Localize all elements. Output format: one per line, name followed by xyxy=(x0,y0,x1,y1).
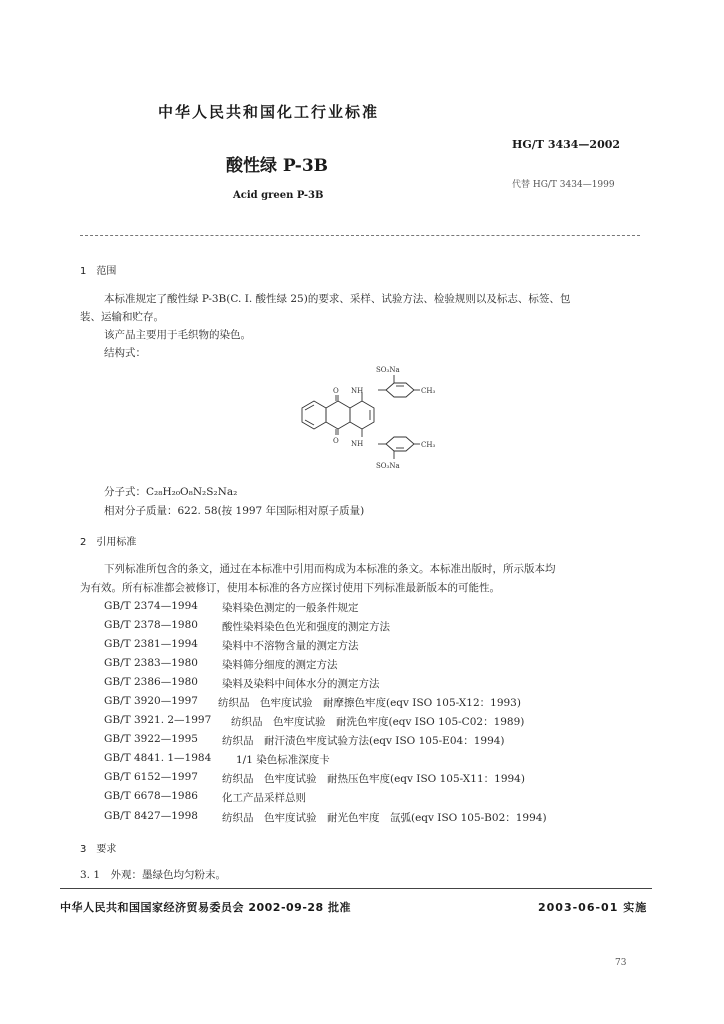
ref-title: 纺织品 色牢度试验 耐洗色牢度(eqv ISO 105-C02：1989) xyxy=(231,716,525,728)
section-1-para-1-line-2: 装、运输和贮存。 xyxy=(80,311,164,323)
ref-title: 1/1 染色标准深度卡 xyxy=(236,754,330,766)
ref-code: GB/T 6152—1997 xyxy=(104,771,198,783)
ref-code: GB/T 6678—1986 xyxy=(104,790,198,802)
molecular-weight: 相对分子质量：622. 58(按 1997 年国际相对原子质量) xyxy=(104,505,365,517)
section-1-para-2: 该产品主要用于毛织物的染色。 xyxy=(104,329,251,341)
ref-code: GB/T 4841. 1—1984 xyxy=(104,752,212,764)
structure-label: 结构式： xyxy=(104,347,146,359)
ref-code: GB/T 2386—1980 xyxy=(104,676,198,688)
section-2-heading: 2 引用标准 xyxy=(80,537,137,548)
ref-title: 染料及染料中间体水分的测定方法 xyxy=(222,678,380,690)
ref-code: GB/T 3920—1997 xyxy=(104,695,198,707)
effective-date: 2003-06-01 实施 xyxy=(538,901,648,914)
molecular-formula xyxy=(104,484,237,499)
issuer-approval: 中华人民共和国国家经济贸易委员会 2002-09-28 批准 xyxy=(60,901,352,914)
carbonyl-o-bottom: O xyxy=(333,437,339,445)
footer-divider xyxy=(60,888,652,889)
ref-title: 酸性染料染色色光和强度的测定方法 xyxy=(222,621,390,633)
nh-bottom-label: NH xyxy=(351,440,364,448)
ref-code: GB/T 3922—1995 xyxy=(104,733,198,745)
ref-title: 纺织品 色牢度试验 耐摩擦色牢度(eqv ISO 105-X12：1993) xyxy=(218,697,521,709)
ref-code: GB/T 2378—1980 xyxy=(104,619,198,631)
ref-title: 纺织品 色牢度试验 耐热压色牢度(eqv ISO 105-X11：1994) xyxy=(222,773,525,785)
standard-number: HG/T 3434—2002 xyxy=(512,138,621,151)
document-title-en: Acid green P-3B xyxy=(233,190,324,201)
ref-title: 染料中不溶物含量的测定方法 xyxy=(222,640,359,652)
so3na-bottom-label: SO₃Na xyxy=(376,462,400,470)
ref-code: GB/T 8427—1998 xyxy=(104,810,198,822)
section-3-heading: 3 要求 xyxy=(80,844,117,855)
item-3-1: 3. 1 外观：墨绿色均匀粉末。 xyxy=(80,869,227,881)
standard-category-title: 中华人民共和国化工行业标准 xyxy=(158,103,380,121)
ch3-bottom-label: CH₃ xyxy=(421,441,436,449)
document-title-cn: 酸性绿 P-3B xyxy=(226,156,329,176)
ref-title: 纺织品 色牢度试验 耐光色牢度 氙弧(eqv ISO 105-B02：1994) xyxy=(222,812,547,824)
structural-formula xyxy=(290,362,440,482)
ch3-top-label: CH₃ xyxy=(421,387,436,395)
page-number: 73 xyxy=(615,958,627,968)
ref-code: GB/T 3921. 2—1997 xyxy=(104,714,212,726)
ref-code: GB/T 2383—1980 xyxy=(104,657,198,669)
header-divider xyxy=(80,235,640,236)
ref-title: 染料筛分细度的测定方法 xyxy=(222,659,338,671)
ref-title: 化工产品采样总则 xyxy=(222,792,306,804)
section-2-para-line-2: 为有效。所有标准都会被修订，使用本标准的各方应探讨使用下列标准最新版本的可能性。 xyxy=(80,582,500,594)
section-2-para-line-1: 下列标准所包含的条文，通过在本标准中引用而构成为本标准的条文。本标准出版时，所示版本均 xyxy=(104,563,556,575)
molecular-formula-value: C₂₈H₂₀O₈N₂S₂Na₂ xyxy=(146,486,238,498)
replaces-standard: 代替 HG/T 3434—1999 xyxy=(512,180,615,190)
ref-title: 染料染色测定的一般条件规定 xyxy=(222,602,359,614)
ref-code: GB/T 2374—1994 xyxy=(104,600,198,612)
nh-top-label: NH xyxy=(351,387,364,395)
molecular-formula-label: 分子式： xyxy=(104,486,146,498)
section-1-para-1-line-1: 本标准规定了酸性绿 P-3B(C. I. 酸性绿 25)的要求、采样、试验方法、检验规则以及标志、标签、包 xyxy=(104,293,571,305)
ref-title: 纺织品 耐汗渍色牢度试验方法(eqv ISO 105-E04：1994) xyxy=(222,735,505,747)
ref-code: GB/T 2381—1994 xyxy=(104,638,198,650)
so3na-top-label: SO₃Na xyxy=(376,366,400,374)
section-1-heading: 1 范围 xyxy=(80,266,117,277)
carbonyl-o-top: O xyxy=(333,387,339,395)
